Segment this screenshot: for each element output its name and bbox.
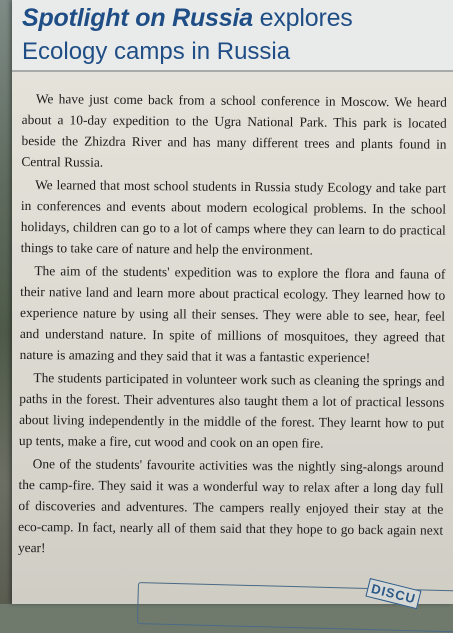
brand-name: Spotlight on Russia <box>22 4 253 32</box>
discuss-label: DISCU <box>365 578 421 609</box>
header-divider <box>12 70 453 72</box>
page-subtitle: Ecology camps in Russia <box>22 38 291 65</box>
title-verb: explores <box>259 4 353 32</box>
page-title <box>22 4 353 33</box>
paragraph-1: We have just come back from a school conference in Moscow. We heard about a 10-day expedition to the Ugra National Park. This park is located beside the Zhizdra River and has many different trees and plants found in Central Russia. <box>21 91 447 170</box>
article-body <box>18 88 447 564</box>
paragraph-2: We learned that most school students in Russia study Ecology and take part in conferences and events about modern ecological problems. In the school holidays, children can go to a lot of camps where they can learn to do practical things to take care of nature and help the environment. <box>20 177 447 258</box>
paragraph-5: One of the students' favourite activities was the nightly sing-alongs around the camp-fire. They said it was a wonderful way to relax after a long day full of discoveries and adventures. The campers really enjoyed their stay at the eco-camp. In fact, nearly all of them said that they hope to go back again next year! <box>17 456 444 556</box>
page-header <box>12 0 453 71</box>
paragraph-3: The aim of the students' expedition was to explore the flora and fauna of their native land and learn more about practical ecology. They learned how to experience nature by using all their senses. They were able to see, hear, feel and understand nature. In spite of millions of mosquitoes, they agreed that nature is amazing and they said that it was a fantastic experience! <box>19 263 446 366</box>
paragraph-4: The students participated in volunteer work such as cleaning the springs and paths in the forest. Their adventures also taught them a lot of practical lessons about living independently in the middle of the forest. They learnt how to put up tents, make a fire, cut wood and cook on an open fire. <box>18 370 445 451</box>
